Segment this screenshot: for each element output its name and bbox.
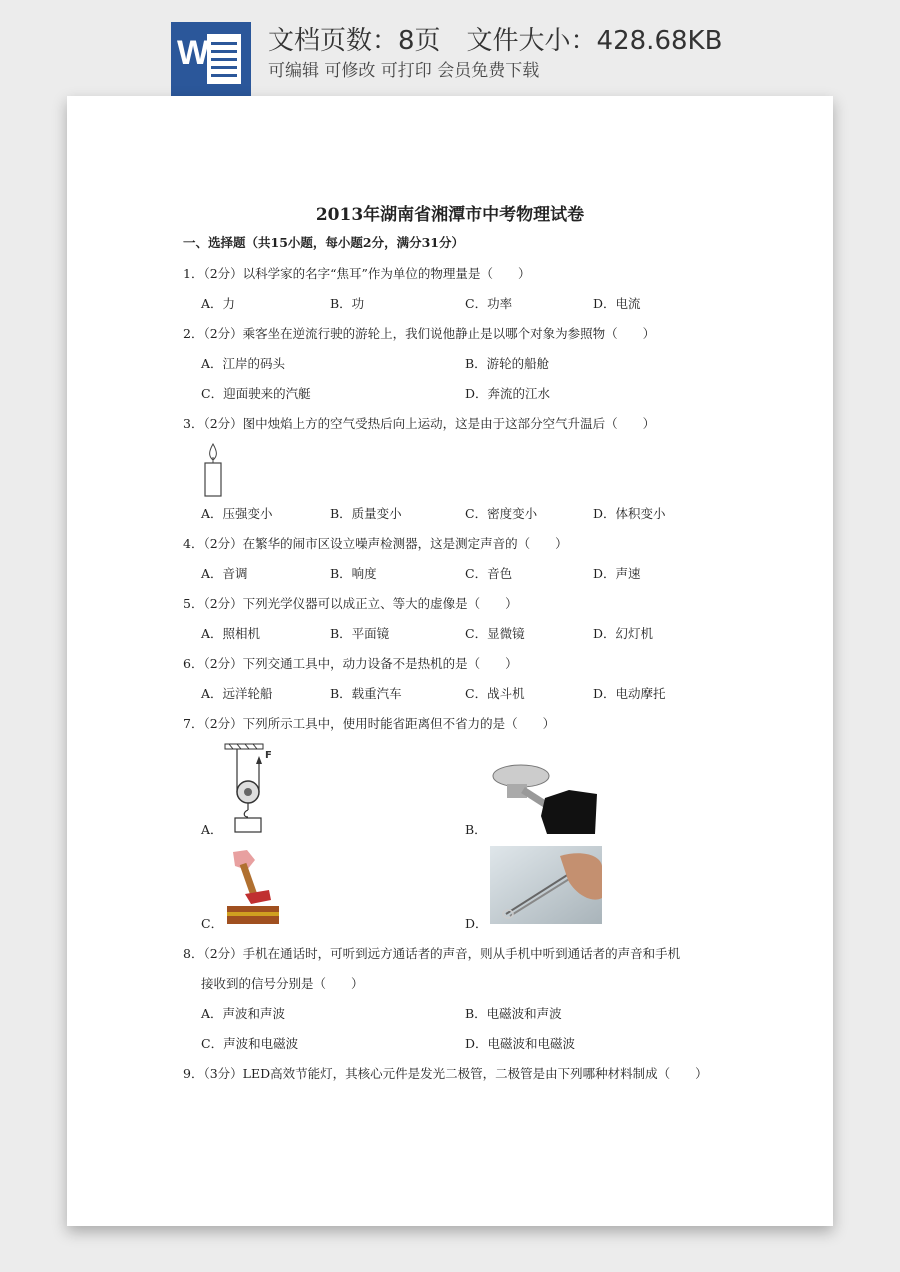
- q8-option-b: B．电磁波和声波: [465, 1006, 562, 1021]
- candle-figure: [201, 442, 225, 498]
- q7-option-c: C．: [201, 916, 224, 931]
- feature-list: 可编辑 可修改 可打印 会员免费下载: [268, 61, 540, 81]
- q8-option-c: C．声波和电磁波: [201, 1036, 299, 1051]
- wrench-figure: [489, 760, 599, 836]
- q4-option-b: B．响度: [330, 566, 377, 581]
- q2-option-b: B．游轮的船舱: [465, 356, 550, 371]
- q5-option-b: B．平面镜: [330, 626, 390, 641]
- q5-option-c: C．显微镜: [465, 626, 525, 641]
- q2-option-a: A．江岸的码头: [201, 356, 286, 371]
- q3-option-c: C．密度变小: [465, 506, 538, 521]
- download-banner: [0, 0, 900, 100]
- q6-option-c: C．战斗机: [465, 686, 525, 701]
- question-6: 6．（2分）下列交通工具中，动力设备不是热机的是（ ）: [183, 656, 518, 671]
- exam-title: 2013年湖南省湘潭市中考物理试卷: [315, 205, 585, 225]
- q1-option-d: D．电流: [593, 296, 641, 311]
- pulley-figure: [221, 742, 277, 834]
- q5-option-d: D．幻灯机: [593, 626, 654, 641]
- q6-option-a: A．远洋轮船: [201, 686, 273, 701]
- file-info: [268, 20, 722, 57]
- question-8-continued: 接收到的信号分别是（ ）: [201, 976, 364, 991]
- q3-option-b: B．质量变小: [330, 506, 402, 521]
- page-count: 文档页数：8页: [268, 26, 441, 56]
- hammer-figure: [225, 848, 281, 926]
- question-2: 2．（2分）乘客坐在逆流行驶的游轮上，我们说他静止是以哪个对象为参照物（ ）: [183, 326, 656, 341]
- question-7: 7．（2分）下列所示工具中，使用时能省距离但不省力的是（ ）: [183, 716, 556, 731]
- q7-option-b: B．: [465, 822, 487, 837]
- q3-option-a: A．压强变小: [201, 506, 273, 521]
- q6-option-d: D．电动摩托: [593, 686, 666, 701]
- q2-option-d: D．奔流的江水: [465, 386, 551, 401]
- tweezers-figure: [490, 846, 602, 924]
- q4-option-a: A．音调: [201, 566, 248, 581]
- q8-option-a: A．声波和声波: [201, 1006, 286, 1021]
- question-3: 3．（2分）图中烛焰上方的空气受热后向上运动，这是由于这部分空气升温后（ ）: [183, 416, 656, 431]
- q5-option-a: A．照相机: [201, 626, 261, 641]
- q4-option-d: D．声速: [593, 566, 641, 581]
- question-5: 5．（2分）下列光学仪器可以成正立、等大的虚像是（ ）: [183, 596, 518, 611]
- section-heading: 一、选择题（共15小题，每小题2分，满分31分）: [183, 235, 464, 250]
- q8-option-d: D．电磁波和电磁波: [465, 1036, 576, 1051]
- q2-option-c: C．迎面驶来的汽艇: [201, 386, 311, 401]
- q3-option-d: D．体积变小: [593, 506, 666, 521]
- word-document-icon: [171, 22, 251, 96]
- q1-option-c: C．功率: [465, 296, 513, 311]
- question-1: 1．（2分）以科学家的名字“焦耳”作为单位的物理量是（ ）: [183, 266, 531, 281]
- q7-option-d: D．: [465, 916, 488, 931]
- document-page: [67, 96, 833, 1226]
- q7-option-a: A．: [201, 822, 223, 837]
- file-size: 文件大小：428.68KB: [466, 26, 723, 56]
- q1-option-a: A．力: [201, 296, 236, 311]
- question-8: 8．（2分）手机在通话时，可听到远方通话者的声音，则从手机中听到通话者的声音和手机: [183, 946, 681, 961]
- q6-option-b: B．载重汽车: [330, 686, 402, 701]
- word-sheet: [207, 34, 241, 84]
- word-logo-letter: W: [177, 34, 210, 72]
- question-4: 4．（2分）在繁华的闹市区设立噪声检测器，这是测定声音的（ ）: [183, 536, 568, 551]
- q4-option-c: C．音色: [465, 566, 513, 581]
- question-9: 9．（3分）LED高效节能灯，其核心元件是发光二极管，二极管是由下列哪种材料制成（ ）: [183, 1066, 708, 1081]
- pulley-force-label: F: [265, 750, 272, 761]
- q1-option-b: B．功: [330, 296, 365, 311]
